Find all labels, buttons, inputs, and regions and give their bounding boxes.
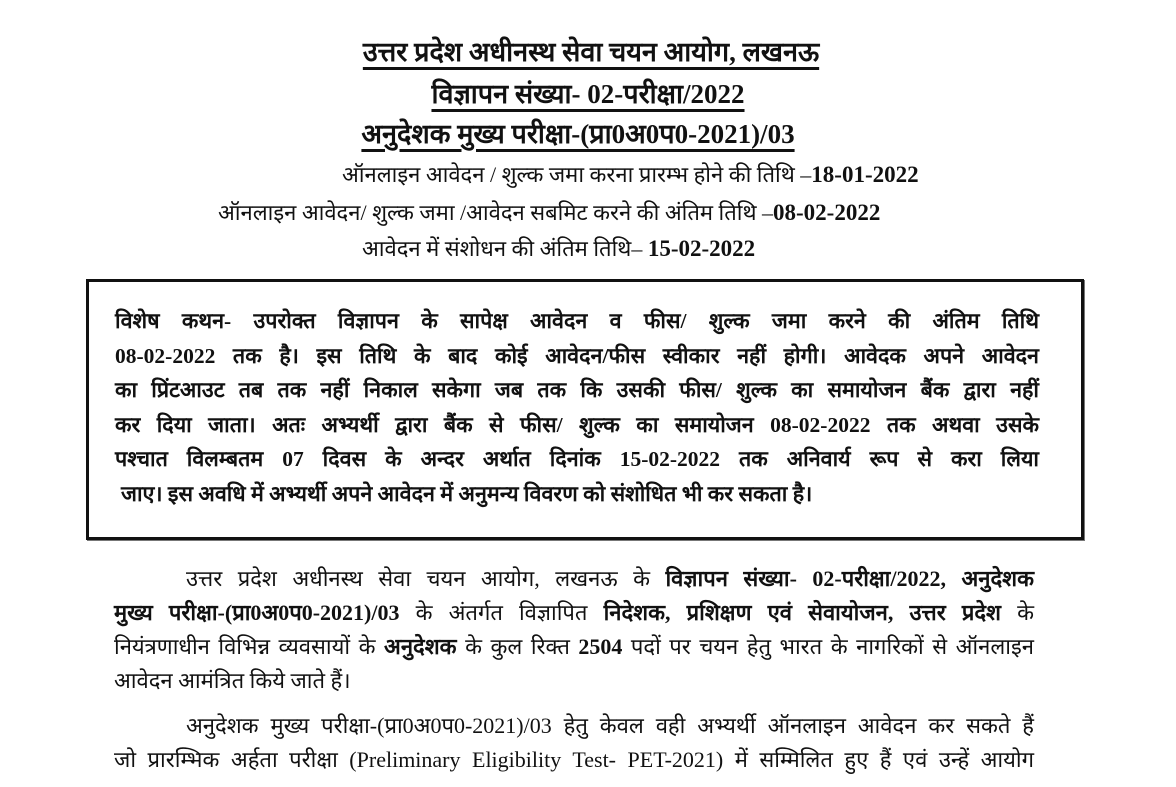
notice-line: विशेष कथन- उपरोक्त विज्ञापन के सापेक्ष आवेदन व फीस/ शुल्क जमा करने की अंतिम तिथि xyxy=(115,309,1039,333)
date-value: 18-01-2022 xyxy=(811,162,919,187)
paragraph-line: नियंत्रणाधीन विभिन्न व्यवसायों के अनुदेशक के कुल रिक्त 2504 पदों पर चयन हेतु भारत के नागरिकों से ऑनलाइन xyxy=(114,634,1034,659)
eligibility-paragraph xyxy=(114,709,1034,777)
notice-line: का प्रिंटआउट तब तक नहीं निकाल सकेगा जब तक कि उसकी फीस/ शुल्क का समायोजन बैंक द्वारा नहीं xyxy=(115,378,1039,402)
date-label: आवेदन में संशोधन की अंतिम तिथि– xyxy=(362,236,648,261)
special-notice-box xyxy=(86,279,1084,540)
special-notice-text xyxy=(115,304,1039,511)
paragraph-line: उत्तर प्रदेश अधीनस्थ सेवा चयन आयोग, लखनऊ के विज्ञापन संख्या- 02-परीक्षा/2022, अनुदेशक xyxy=(186,566,1035,591)
department-reference: निदेशक, प्रशिक्षण एवं सेवायोजन, उत्तर प्रदेश xyxy=(603,600,1001,625)
notice-line: 08-02-2022 तक है। इस तिथि के बाद कोई आवेदन/फीस स्वीकार नहीं होगी। आवेदक अपने आवेदन xyxy=(115,343,1039,368)
date-label: ऑनलाइन आवेदन / शुल्क जमा करना प्रारम्भ होने की तिथि – xyxy=(342,162,812,187)
correction-last-date xyxy=(362,234,755,264)
application-last-date xyxy=(218,198,880,228)
exam-reference: मुख्य परीक्षा-(प्रा0अ0प0-2021)/03 xyxy=(114,600,400,625)
notice-line: पश्चात विलम्बतम 07 दिवस के अन्दर अर्थात दिनांक 15-02-2022 तक अनिवार्य रूप से करा लिया xyxy=(115,447,1039,471)
paragraph-line: अनुदेशक मुख्य परीक्षा-(प्रा0अ0प0-2021)/03 हेतु केवल वही अभ्यर्थी ऑनलाइन आवेदन कर सकते हैं xyxy=(186,713,1034,738)
vacancy-count: 2504 xyxy=(578,634,623,659)
advertisement-reference: विज्ञापन संख्या- 02-परीक्षा/2022, अनुदेशक xyxy=(665,566,1035,591)
organization-heading: उत्तर प्रदेश अधीनस्थ सेवा चयन आयोग, लखनऊ xyxy=(362,37,820,67)
post-name: अनुदेशक xyxy=(384,634,457,659)
paragraph-line: जो प्रारम्भिक अर्हता परीक्षा (Preliminary Eligibility Test- PET-2021) में सम्मिलित हुए हैं एवं उन्हें आयोग xyxy=(114,747,1034,772)
date-value: 15-02-2022 xyxy=(647,236,756,261)
date-value: 08-02-2022 xyxy=(773,200,881,225)
notice-line: जाए। इस अवधि में अभ्यर्थी अपने आवेदन में अनुमन्य विवरण को संशोधित भी कर सकता है। xyxy=(121,481,813,506)
advertisement-number-heading: विज्ञापन संख्या- 02-परीक्षा/2022 xyxy=(431,79,745,109)
notice-line: कर दिया जाता। अतः अभ्यर्थी द्वारा बैंक से फीस/ शुल्क का समायोजन 08-02-2022 तक अथवा उसके xyxy=(115,412,1039,437)
exam-title-heading: अनुदेशक मुख्य परीक्षा-(प्रा0अ0प0-2021)/03 xyxy=(361,119,795,149)
paragraph-line: आवेदन आमंत्रित किये जाते हैं। xyxy=(114,668,351,693)
intro-paragraph xyxy=(114,562,1034,698)
application-start-date xyxy=(342,160,919,190)
paragraph-line: मुख्य परीक्षा-(प्रा0अ0प0-2021)/03 के अंतर्गत विज्ञापित निदेशक, प्रशिक्षण एवं सेवायोजन, उत्तर प्रदेश के xyxy=(114,600,1034,625)
date-label: ऑनलाइन आवेदन/ शुल्क जमा /आवेदन सबमिट करने की अंतिम तिथि – xyxy=(218,200,774,225)
